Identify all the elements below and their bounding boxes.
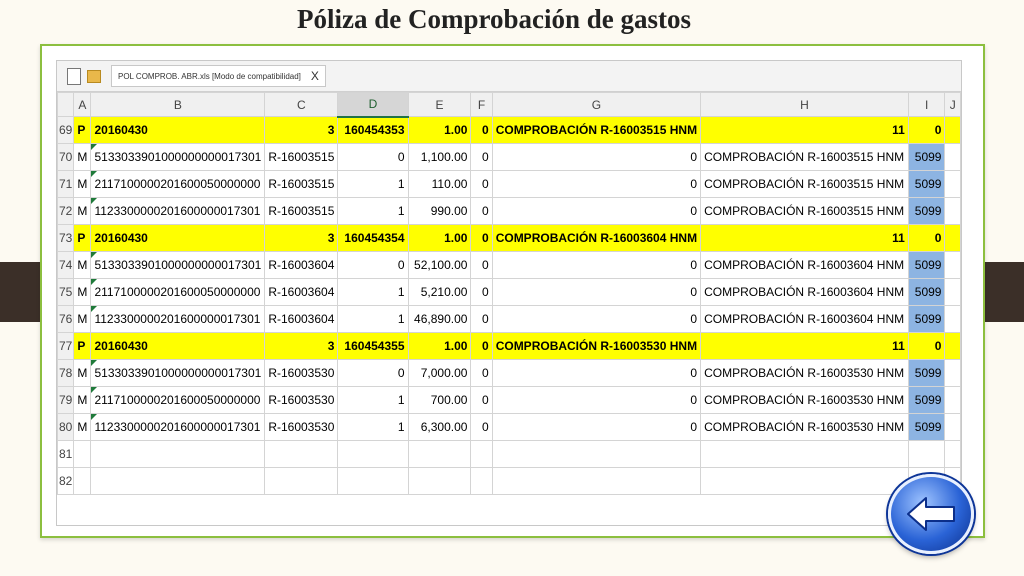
- empty-row: [58, 441, 961, 468]
- cell-d[interactable]: 1: [338, 171, 408, 198]
- cell-c[interactable]: R-16003530: [265, 414, 338, 441]
- cell-e[interactable]: 46,890.00: [408, 306, 471, 333]
- cell-g[interactable]: 0: [492, 306, 700, 333]
- empty-cell[interactable]: [908, 441, 945, 468]
- cell-e[interactable]: 700.00: [408, 387, 471, 414]
- cell-b[interactable]: 1123300000201600000017301: [91, 198, 265, 225]
- cell-g[interactable]: 0: [492, 387, 700, 414]
- cell-h[interactable]: COMPROBACIÓN R-16003530 HNM: [701, 414, 909, 441]
- cell-f[interactable]: 0: [471, 306, 492, 333]
- movement-row: [58, 144, 961, 171]
- movement-row: [58, 360, 961, 387]
- cell-h[interactable]: COMPROBACIÓN R-16003515 HNM: [701, 198, 909, 225]
- column-header[interactable]: J: [945, 93, 961, 117]
- cell-j[interactable]: [945, 333, 961, 360]
- empty-cell[interactable]: [91, 468, 265, 495]
- column-header-selected[interactable]: D: [338, 93, 408, 117]
- cell-b[interactable]: 2117100000201600050000000: [91, 171, 265, 198]
- cell-i[interactable]: 0: [908, 117, 945, 144]
- cell-f[interactable]: 0: [471, 360, 492, 387]
- movement-row: [58, 387, 961, 414]
- cell-h[interactable]: COMPROBACIÓN R-16003604 HNM: [701, 306, 909, 333]
- cell-h[interactable]: COMPROBACIÓN R-16003515 HNM: [701, 171, 909, 198]
- spreadsheet-grid: [57, 92, 961, 495]
- cell-e[interactable]: 6,300.00: [408, 414, 471, 441]
- workbook-tab[interactable]: [111, 65, 326, 87]
- cell-i[interactable]: 5099: [908, 171, 945, 198]
- cell-d[interactable]: 0: [338, 360, 408, 387]
- empty-cell[interactable]: [91, 441, 265, 468]
- open-folder-icon[interactable]: [87, 70, 101, 83]
- row-number[interactable]: 79: [58, 387, 74, 414]
- cell-j[interactable]: [945, 198, 961, 225]
- row-number[interactable]: 76: [58, 306, 74, 333]
- cell-type[interactable]: M: [74, 414, 91, 441]
- row-number[interactable]: 70: [58, 144, 74, 171]
- workbook-tab-label: POL COMPROB. ABR.xls [Modo de compatibilidad]: [118, 71, 301, 81]
- empty-cell[interactable]: [471, 468, 492, 495]
- cell-j[interactable]: [945, 225, 961, 252]
- cell-c[interactable]: 3: [265, 225, 338, 252]
- cell-f[interactable]: 0: [471, 198, 492, 225]
- empty-cell[interactable]: [701, 441, 909, 468]
- cell-c[interactable]: R-16003604: [265, 306, 338, 333]
- row-number[interactable]: 77: [58, 333, 74, 360]
- cell-i[interactable]: 5099: [908, 387, 945, 414]
- cell-c[interactable]: R-16003604: [265, 252, 338, 279]
- cell-h[interactable]: COMPROBACIÓN R-16003530 HNM: [701, 360, 909, 387]
- cell-f[interactable]: 0: [471, 171, 492, 198]
- cell-i[interactable]: 5099: [908, 144, 945, 171]
- empty-cell[interactable]: [492, 441, 700, 468]
- empty-cell[interactable]: [945, 441, 961, 468]
- row-number[interactable]: 71: [58, 171, 74, 198]
- cell-g[interactable]: 0: [492, 198, 700, 225]
- cell-j[interactable]: [945, 171, 961, 198]
- empty-cell[interactable]: [408, 468, 471, 495]
- cell-j[interactable]: [945, 414, 961, 441]
- row-number[interactable]: 82: [58, 468, 74, 495]
- cell-d[interactable]: 1: [338, 198, 408, 225]
- empty-cell[interactable]: [265, 441, 338, 468]
- cell-e[interactable]: 1.00: [408, 333, 471, 360]
- cell-d[interactable]: 1: [338, 306, 408, 333]
- select-all-corner[interactable]: [58, 93, 74, 117]
- cell-f[interactable]: 0: [471, 252, 492, 279]
- cell-i[interactable]: 5099: [908, 306, 945, 333]
- cell-type[interactable]: M: [74, 171, 91, 198]
- column-header[interactable]: A: [74, 93, 91, 117]
- empty-cell[interactable]: [74, 441, 91, 468]
- cell-b[interactable]: 20160430: [91, 225, 265, 252]
- cell-type[interactable]: M: [74, 360, 91, 387]
- empty-cell[interactable]: [471, 441, 492, 468]
- column-header[interactable]: E: [408, 93, 471, 117]
- cell-type[interactable]: P: [74, 117, 91, 144]
- cell-g[interactable]: 0: [492, 360, 700, 387]
- cell-e[interactable]: 1.00: [408, 117, 471, 144]
- movement-row: [58, 171, 961, 198]
- cell-i[interactable]: 0: [908, 333, 945, 360]
- cell-i[interactable]: 5099: [908, 360, 945, 387]
- cell-e[interactable]: 52,100.00: [408, 252, 471, 279]
- cell-g[interactable]: COMPROBACIÓN R-16003515 HNM: [492, 117, 700, 144]
- cell-d[interactable]: 1: [338, 414, 408, 441]
- row-number[interactable]: 69: [58, 117, 74, 144]
- cell-g[interactable]: 0: [492, 414, 700, 441]
- slide-title: Póliza de Comprobación de gastos: [296, 4, 691, 34]
- cell-f[interactable]: 0: [471, 225, 492, 252]
- back-button[interactable]: [888, 474, 974, 554]
- empty-cell[interactable]: [74, 468, 91, 495]
- cell-c[interactable]: 3: [265, 117, 338, 144]
- policy-header-row: [58, 117, 961, 144]
- empty-row: [58, 468, 961, 495]
- arrow-left-icon: [904, 494, 958, 534]
- cell-i[interactable]: 0: [908, 225, 945, 252]
- policy-header-row: [58, 225, 961, 252]
- cell-d[interactable]: 1: [338, 387, 408, 414]
- cell-d[interactable]: 0: [338, 144, 408, 171]
- movement-row: [58, 306, 961, 333]
- cell-i[interactable]: 5099: [908, 414, 945, 441]
- cell-type[interactable]: M: [74, 252, 91, 279]
- cell-f[interactable]: 0: [471, 117, 492, 144]
- cell-j[interactable]: [945, 117, 961, 144]
- cell-h[interactable]: 11: [701, 117, 909, 144]
- cell-type[interactable]: P: [74, 333, 91, 360]
- cell-c[interactable]: R-16003515: [265, 171, 338, 198]
- cell-f[interactable]: 0: [471, 144, 492, 171]
- row-number[interactable]: 73: [58, 225, 74, 252]
- row-number[interactable]: 81: [58, 441, 74, 468]
- new-file-icon[interactable]: [67, 68, 81, 85]
- empty-cell[interactable]: [338, 468, 408, 495]
- cell-h[interactable]: 11: [701, 333, 909, 360]
- cell-g[interactable]: COMPROBACIÓN R-16003604 HNM: [492, 225, 700, 252]
- cell-type[interactable]: M: [74, 279, 91, 306]
- cell-c[interactable]: R-16003604: [265, 279, 338, 306]
- column-header[interactable]: F: [471, 93, 492, 117]
- cell-j[interactable]: [945, 144, 961, 171]
- cell-c[interactable]: R-16003515: [265, 198, 338, 225]
- cell-b[interactable]: 5133033901000000000017301: [91, 144, 265, 171]
- row-number[interactable]: 78: [58, 360, 74, 387]
- cell-type[interactable]: M: [74, 387, 91, 414]
- cell-f[interactable]: 0: [471, 279, 492, 306]
- cell-f[interactable]: 0: [471, 387, 492, 414]
- empty-cell[interactable]: [492, 468, 700, 495]
- cell-e[interactable]: 7,000.00: [408, 360, 471, 387]
- cell-j[interactable]: [945, 387, 961, 414]
- cell-d[interactable]: 160454355: [338, 333, 408, 360]
- column-header[interactable]: B: [91, 93, 265, 117]
- empty-cell[interactable]: [701, 468, 909, 495]
- close-tab-icon[interactable]: X: [310, 69, 319, 83]
- cell-g[interactable]: 0: [492, 279, 700, 306]
- column-header-row: [58, 93, 961, 117]
- cell-j[interactable]: [945, 252, 961, 279]
- cell-i[interactable]: 5099: [908, 252, 945, 279]
- cell-type[interactable]: P: [74, 225, 91, 252]
- cell-g[interactable]: COMPROBACIÓN R-16003530 HNM: [492, 333, 700, 360]
- cell-b[interactable]: 20160430: [91, 333, 265, 360]
- cell-g[interactable]: 0: [492, 144, 700, 171]
- cell-b[interactable]: 1123300000201600000017301: [91, 306, 265, 333]
- cell-j[interactable]: [945, 306, 961, 333]
- empty-cell[interactable]: [408, 441, 471, 468]
- cell-c[interactable]: R-16003530: [265, 360, 338, 387]
- cell-e[interactable]: 110.00: [408, 171, 471, 198]
- column-header[interactable]: C: [265, 93, 338, 117]
- cell-c[interactable]: 3: [265, 333, 338, 360]
- movement-row: [58, 252, 961, 279]
- row-number[interactable]: 74: [58, 252, 74, 279]
- row-number[interactable]: 72: [58, 198, 74, 225]
- cell-type[interactable]: M: [74, 198, 91, 225]
- cell-b[interactable]: 5133033901000000000017301: [91, 252, 265, 279]
- empty-cell[interactable]: [338, 441, 408, 468]
- movement-row: [58, 279, 961, 306]
- workbook-tab-bar: [57, 61, 961, 92]
- column-header[interactable]: I: [908, 93, 945, 117]
- cell-f[interactable]: 0: [471, 333, 492, 360]
- cell-h[interactable]: COMPROBACIÓN R-16003604 HNM: [701, 252, 909, 279]
- cell-b[interactable]: 1123300000201600000017301: [91, 414, 265, 441]
- cell-b[interactable]: 2117100000201600050000000: [91, 279, 265, 306]
- cell-j[interactable]: [945, 360, 961, 387]
- movement-row: [58, 198, 961, 225]
- cell-b[interactable]: 2117100000201600050000000: [91, 387, 265, 414]
- cell-d[interactable]: 0: [338, 252, 408, 279]
- spreadsheet-window: [56, 60, 962, 526]
- cell-type[interactable]: M: [74, 306, 91, 333]
- cell-b[interactable]: 20160430: [91, 117, 265, 144]
- cell-e[interactable]: 1,100.00: [408, 144, 471, 171]
- cell-g[interactable]: 0: [492, 171, 700, 198]
- cell-e[interactable]: 5,210.00: [408, 279, 471, 306]
- policy-header-row: [58, 333, 961, 360]
- movement-row: [58, 414, 961, 441]
- row-number[interactable]: 80: [58, 414, 74, 441]
- cell-i[interactable]: 5099: [908, 198, 945, 225]
- cell-j[interactable]: [945, 279, 961, 306]
- cell-d[interactable]: 160454354: [338, 225, 408, 252]
- cell-e[interactable]: 990.00: [408, 198, 471, 225]
- cell-c[interactable]: R-16003515: [265, 144, 338, 171]
- cell-i[interactable]: 5099: [908, 279, 945, 306]
- left-strap-decoration: [0, 262, 44, 322]
- cell-c[interactable]: R-16003530: [265, 387, 338, 414]
- row-number[interactable]: 75: [58, 279, 74, 306]
- column-header[interactable]: G: [492, 93, 700, 117]
- column-header[interactable]: H: [701, 93, 909, 117]
- cell-b[interactable]: 5133033901000000000017301: [91, 360, 265, 387]
- cell-d[interactable]: 1: [338, 279, 408, 306]
- cell-h[interactable]: COMPROBACIÓN R-16003515 HNM: [701, 144, 909, 171]
- screenshot-frame: [40, 44, 985, 538]
- cell-type[interactable]: M: [74, 144, 91, 171]
- cell-e[interactable]: 1.00: [408, 225, 471, 252]
- cell-f[interactable]: 0: [471, 414, 492, 441]
- empty-cell[interactable]: [265, 468, 338, 495]
- cell-d[interactable]: 160454353: [338, 117, 408, 144]
- cell-h[interactable]: COMPROBACIÓN R-16003530 HNM: [701, 387, 909, 414]
- cell-g[interactable]: 0: [492, 252, 700, 279]
- cell-h[interactable]: COMPROBACIÓN R-16003604 HNM: [701, 279, 909, 306]
- cell-h[interactable]: 11: [701, 225, 909, 252]
